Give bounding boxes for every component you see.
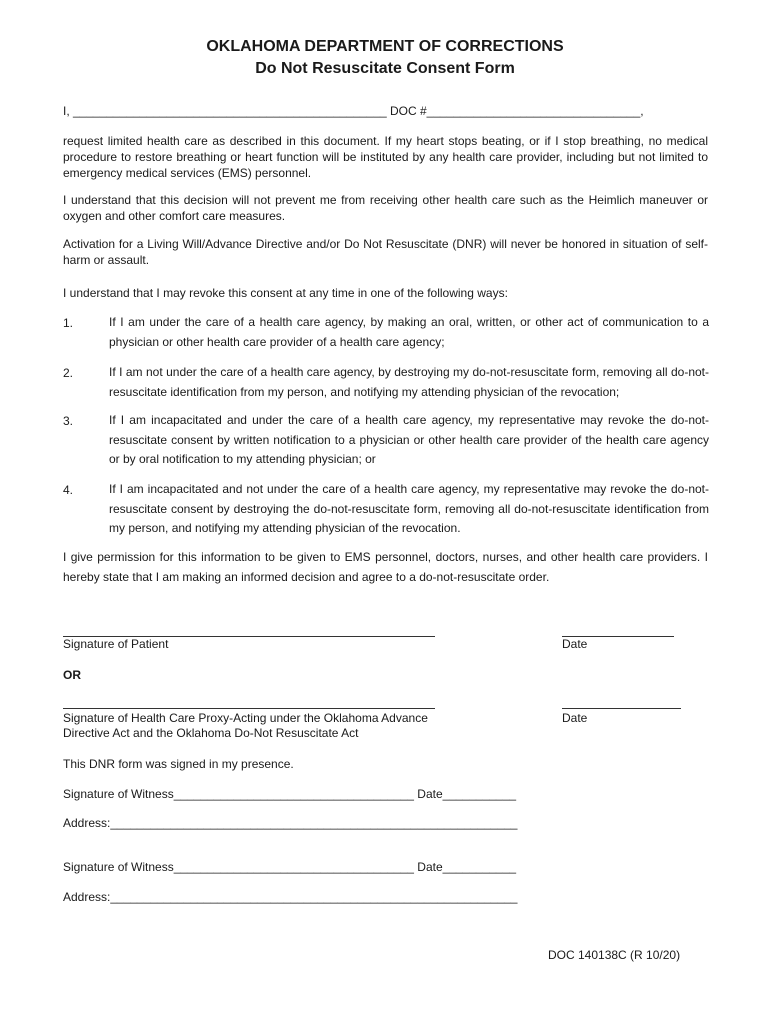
witness-2-address-field[interactable]: Address:_____________________________________________________________ [63,890,518,904]
item-number: 1. [63,316,74,330]
proxy-signature-label: Signature of Health Care Proxy-Acting under the Oklahoma Advance [63,711,428,725]
name-doc-line: I, _______________________________________________ DOC #________________________________, [63,104,644,118]
paragraph-other-care: I understand that this decision will not prevent me from receiving other health care such as the Heimlich maneuver or oxygen and other comfort care measures. [63,193,708,223]
item-number: 4. [63,483,74,497]
paragraph-revoke-intro: I understand that I may revoke this consent at any time in one of the following ways: [63,286,508,300]
item-number: 2. [63,366,74,380]
paragraph-limited-care: request limited health care as described in this document. If my heart stops beating, or if I stop breathing, no medical procedure to restore breathing or heart function will be instituted by any health care provider, including but not limited to emergency medical services (EMS) personnel. [63,134,708,180]
item-text: If I am under the care of a health care agency, by making an oral, written, or other act of communication to a physician or other health care provider of a health care agency; [109,315,709,349]
proxy-signature-line[interactable] [63,708,435,709]
patient-signature-label: Signature of Patient [63,637,169,651]
witness-1-address-field[interactable]: Address:_____________________________________________________________ [63,816,518,830]
proxy-date-label: Date [562,711,588,725]
witness-1-signature-field[interactable]: Signature of Witness____________________________________ Date___________ [63,787,517,801]
form-number: DOC 140138C (R 10/20) [548,948,681,962]
witness-2-signature-field[interactable]: Signature of Witness____________________________________ Date___________ [63,860,517,874]
item-text: If I am incapacitated and under the care of a health care agency, my representative may revoke the do-not-resuscitate consent by written notification to a physician or other health care provider of the health care agency or by oral notification to my attending physician; or [109,413,709,466]
item-text: If I am incapacitated and not under the care of a health care agency, my representative may revoke the do-not-resuscitate consent by destroying the do-not-resuscitate form, removing all do-not-resuscitate identification from my person, and notifying my attending physician of the revocation. [109,482,709,535]
patient-date-label: Date [562,637,588,651]
form-subtitle: Do Not Resuscitate Consent Form [255,60,515,77]
item-text: If I am not under the care of a health care agency, by destroying my do-not-resuscitate form, removing all do-not-resuscitate identification from my person, and notifying my attending physician of the revocation; [109,365,709,399]
proxy-date-line[interactable] [562,708,681,709]
item-number: 3. [63,414,74,428]
paragraph-activation: Activation for a Living Will/Advance Directive and/or Do Not Resuscitate (DNR) will never be honored in situation of self-harm or assault. [63,237,708,267]
or-label: OR [63,668,81,682]
paragraph-permission: I give permission for this information to be given to EMS personnel, doctors, nurses, and other health care providers. I hereby state that I am making an informed decision and agree to a do-not-resuscitate order. [63,550,708,584]
witness-statement: This DNR form was signed in my presence. [63,757,294,771]
form-title: OKLAHOMA DEPARTMENT OF CORRECTIONS [206,38,564,55]
proxy-signature-label-cont: Directive Act and the Oklahoma Do-Not Resuscitate Act [63,726,359,740]
